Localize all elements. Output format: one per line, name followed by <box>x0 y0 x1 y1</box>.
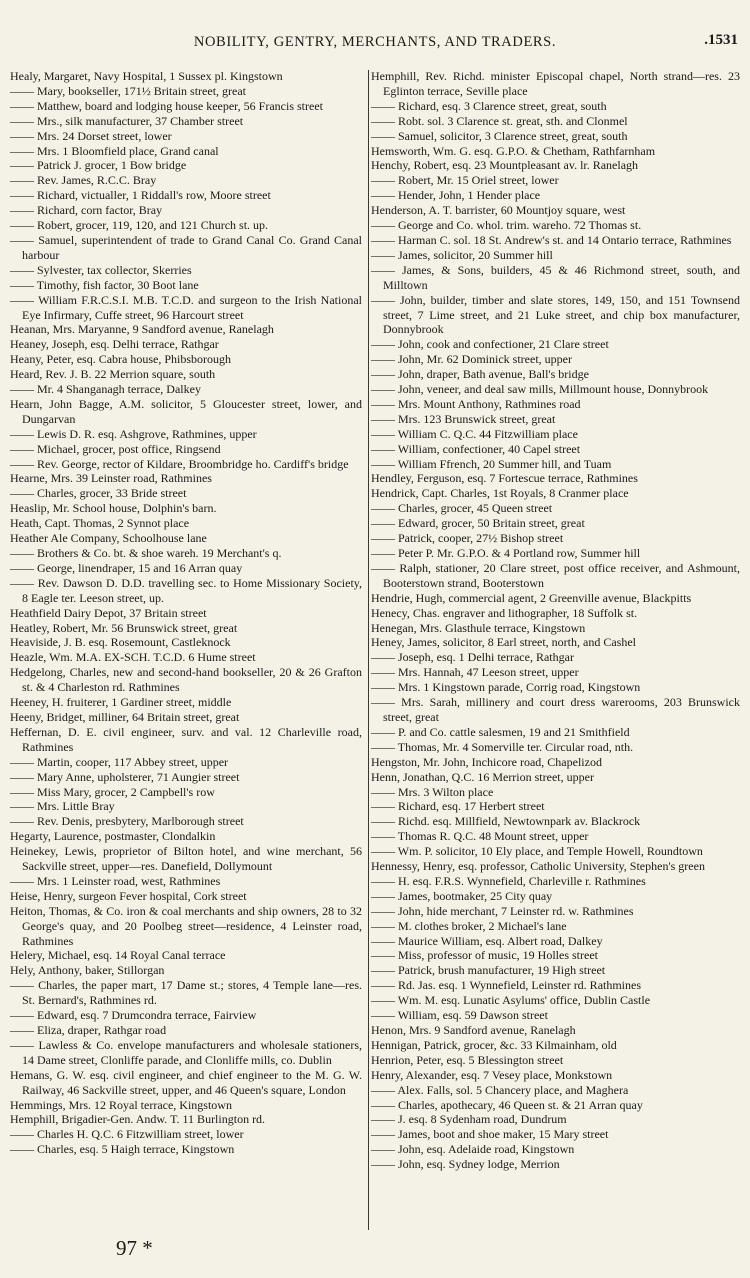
directory-entry: Hemphill, Rev. Richd. minister Episcopal chapel, North strand—res. 23 Eglinton terrace, Seville place <box>371 69 740 98</box>
column-divider <box>368 70 369 1230</box>
directory-entry: —— John, veneer, and deal saw mills, Millmount house, Donnybrook <box>371 382 709 397</box>
directory-entry: —— Robert, grocer, 119, 120, and 121 Church st. up. <box>10 218 269 233</box>
right-column <box>371 69 740 1172</box>
directory-entry: —— Wm. M. esq. Lunatic Asylums' office, Dublin Castle <box>371 993 651 1008</box>
directory-entry: —— Rev. Denis, presbytery, Marlborough street <box>10 814 244 829</box>
directory-entry: —— Mrs. 3 Wilton place <box>371 784 494 799</box>
directory-entry: —— Timothy, fish factor, 30 Boot lane <box>10 277 199 292</box>
directory-entry: —— Patrick J. grocer, 1 Bow bridge <box>10 158 187 173</box>
directory-entry: Heath, Capt. Thomas, 2 Synnot place <box>10 516 190 531</box>
directory-entry: —— Wm. P. solicitor, 10 Ely place, and Temple Howell, Roundtown <box>371 844 703 859</box>
directory-entry: —— James, bootmaker, 25 City quay <box>371 888 553 903</box>
directory-entry: —— Thomas, Mr. 4 Somerville ter. Circular road, nth. <box>371 739 634 754</box>
directory-entry: Henn, Jonathan, Q.C. 16 Merrion street, upper <box>371 769 594 784</box>
directory-entry: —— Patrick, cooper, 27½ Bishop street <box>371 531 564 546</box>
directory-entry: —— Martin, cooper, 117 Abbey street, upper <box>10 754 229 769</box>
directory-entry: —— Miss, professor of music, 19 Holles street <box>371 948 598 963</box>
directory-entry: —— Edward, esq. 7 Drumcondra terrace, Fairview <box>10 1008 257 1023</box>
directory-entry: Heaviside, J. B. esq. Rosemount, Castleknock <box>10 635 231 650</box>
directory-entry: —— Miss Mary, grocer, 2 Campbell's row <box>10 784 215 799</box>
directory-entry: —— Maurice William, esq. Albert road, Dalkey <box>371 933 603 948</box>
directory-entry: Heaslip, Mr. School house, Dolphin's barn. <box>10 501 217 516</box>
signature-mark: 97 * <box>116 1236 153 1260</box>
directory-entry: —— Mary, bookseller, 171½ Britain street, great <box>10 83 247 98</box>
directory-entry: Henegan, Mrs. Glasthule terrace, Kingstown <box>371 620 586 635</box>
directory-entry: —— Eliza, draper, Rathgar road <box>10 1023 167 1037</box>
directory-entry: —— Mrs. Hannah, 47 Leeson street, upper <box>371 665 579 680</box>
directory-entry: Hennigan, Patrick, grocer, &c. 33 Kilmainham, old <box>371 1037 617 1052</box>
directory-entry: —— Patrick, brush manufacturer, 19 High street <box>371 963 606 978</box>
directory-entry: —— Rev. Dawson D. D.D. travelling sec. to Home Missionary Society, 8 Eagle ter. Leeson street, up. <box>10 575 362 605</box>
directory-entry: Hendrie, Hugh, commercial agent, 2 Greenville avenue, Blackpitts <box>371 590 692 605</box>
directory-entry: —— John, builder, timber and slate stores, 149, 150, and 151 Townsend street, 7 Lime street, and 21 Luke street, and chip box manufacturer, Donnybrook <box>371 292 740 337</box>
directory-entry: —— George, linendraper, 15 and 16 Arran quay <box>10 560 243 575</box>
page-header <box>0 28 750 52</box>
directory-entry: —— Samuel, superintendent of trade to Grand Canal Co. Grand Canal harbour <box>10 232 362 262</box>
directory-entry: —— Samuel, solicitor, 3 Clarence street, great, south <box>371 128 628 143</box>
directory-entry: —— William, esq. 59 Dawson street <box>371 1008 548 1023</box>
directory-entry: Hemsworth, Wm. G. esq. G.P.O. & Chetham, Rathfarnham <box>371 143 656 158</box>
directory-entry: —— Richard, victualler, 1 Riddall's row, Moore street <box>10 188 271 203</box>
directory-entry: —— Mrs. Sarah, millinery and court dress warerooms, 203 Brunswick street, great <box>371 695 740 724</box>
directory-entry: Hedgelong, Charles, new and second-hand bookseller, 20 & 26 Grafton st. & 4 Charleston rd. Rathmines <box>10 665 362 695</box>
directory-entry: —— Charles, apothecary, 46 Queen st. & 21 Arran quay <box>371 1097 643 1112</box>
directory-entry: —— Ralph, stationer, 20 Clare street, post office receiver, and Ashmount, Booterstown strand, Booterstown <box>371 560 740 590</box>
directory-entry: —— Robert, Mr. 15 Oriel street, lower <box>371 173 559 188</box>
directory-entry: —— Thomas R. Q.C. 48 Mount street, upper <box>371 829 589 844</box>
directory-entry: Heney, James, solicitor, 8 Earl street, north, and Cashel <box>371 635 637 650</box>
directory-entry: —— Matthew, board and lodging house keeper, 56 Francis street <box>10 98 323 113</box>
directory-entry: —— Mr. 4 Shanganagh terrace, Dalkey <box>10 382 201 397</box>
directory-entry: —— Robt. sol. 3 Clarence st. great, sth. and Clonmel <box>371 113 628 128</box>
directory-entry: —— Mrs. Mount Anthony, Rathmines road <box>371 396 581 411</box>
directory-entry: Heanan, Mrs. Maryanne, 9 Sandford avenue, Ranelagh <box>10 322 274 337</box>
directory-entry: —— John, draper, Bath avenue, Ball's bridge <box>371 367 589 382</box>
directory-entry: —— Peter P. Mr. G.P.O. & 4 Portland row, Summer hill <box>371 546 641 560</box>
directory-entry: —— Rev. George, rector of Kildare, Broombridge ho. Cardiff's bridge <box>10 456 349 471</box>
directory-entry: Hemphill, Brigadier-Gen. Andw. T. 11 Burlington rd. <box>10 1112 266 1127</box>
directory-entry: Healy, Margaret, Navy Hospital, 1 Sussex pl. Kingstown <box>10 69 283 83</box>
directory-entry: —— William C. Q.C. 44 Fitzwilliam place <box>371 426 578 441</box>
directory-entry: Heather Ale Company, Schoolhouse lane <box>10 531 207 546</box>
directory-entry: Hemmings, Mrs. 12 Royal terrace, Kingstown <box>10 1097 232 1112</box>
directory-entry: Hearne, Mrs. 39 Leinster road, Rathmines <box>10 471 212 486</box>
directory-entry: —— Richard, corn factor, Bray <box>10 203 163 218</box>
directory-entry: —— William Ffrench, 20 Summer hill, and Tuam <box>371 456 612 471</box>
directory-entry: Heard, Rev. J. B. 22 Merrion square, south <box>10 367 216 382</box>
directory-entry: —— Mrs. 24 Dorset street, lower <box>10 128 172 143</box>
directory-entry: —— Mrs. Little Bray <box>10 799 115 814</box>
directory-entry: Heathfield Dairy Depot, 37 Britain street <box>10 605 207 620</box>
directory-entry: —— H. esq. F.R.S. Wynnefield, Charleville r. Rathmines <box>371 873 646 888</box>
directory-entry: —— Mary Anne, upholsterer, 71 Aungier street <box>10 769 240 784</box>
directory-entry: —— Alex. Falls, sol. 5 Chancery place, and Maghera <box>371 1082 629 1097</box>
directory-entry: Henderson, A. T. barrister, 60 Mountjoy square, west <box>371 203 626 218</box>
directory-entry: —— Lawless & Co. envelope manufacturers and wholesale stationers, 14 Dame street, Clonliffe parade, and Clonliffe mills, co. Dublin <box>10 1037 362 1067</box>
directory-entry: —— Joseph, esq. 1 Delhi terrace, Rathgar <box>371 650 574 665</box>
directory-entry: —— Mrs. 123 Brunswick street, great <box>371 411 556 426</box>
directory-entry: Heaney, Joseph, esq. Delhi terrace, Rathgar <box>10 337 219 352</box>
directory-entry: Heiton, Thomas, & Co. iron & coal merchants and ship owners, 28 to 32 George's quay, and 20 Poolbeg street—residence, 4 Leinster road, Rathmines <box>10 903 362 948</box>
directory-entry: —— George and Co. whol. trim. wareho. 72 Thomas st. <box>371 218 642 233</box>
directory-entry: —— John, esq. Sydney lodge, Merrion <box>371 1157 560 1172</box>
directory-entry: —— Lewis D. R. esq. Ashgrove, Rathmines, upper <box>10 426 257 441</box>
directory-entry: Heeney, H. fruiterer, 1 Gardiner street, middle <box>10 695 232 710</box>
directory-entry: —— Michael, grocer, post office, Ringsend <box>10 441 221 456</box>
directory-entry: Helery, Michael, esq. 14 Royal Canal terrace <box>10 948 226 963</box>
directory-entry: —— John, hide merchant, 7 Leinster rd. w. Rathmines <box>371 903 634 918</box>
directory-entry: Heffernan, D. E. civil engineer, surv. and val. 12 Charleville road, Rathmines <box>10 724 362 754</box>
directory-entry: Hely, Anthony, baker, Stillorgan <box>10 963 165 978</box>
directory-entry: Hendrick, Capt. Charles, 1st Royals, 8 Cranmer place <box>371 486 629 501</box>
directory-entry: —— Charles H. Q.C. 6 Fitzwilliam street, lower <box>10 1127 244 1142</box>
directory-entry: Heeny, Bridget, milliner, 64 Britain street, great <box>10 709 240 724</box>
directory-entry: Hengston, Mr. John, Inchicore road, Chapelizod <box>371 754 602 769</box>
directory-entry: Heinekey, Lewis, proprietor of Bilton hotel, and wine merchant, 56 Sackville street, upper—res. Danefield, Dollymount <box>10 844 362 874</box>
directory-entry: —— Edward, grocer, 50 Britain street, great <box>371 516 585 531</box>
directory-entry: Henon, Mrs. 9 Sandford avenue, Ranelagh <box>371 1023 576 1037</box>
directory-entry: —— Charles, grocer, 45 Queen street <box>371 501 553 516</box>
directory-entry: —— Sylvester, tax collector, Skerries <box>10 262 192 277</box>
directory-entry: —— James, solicitor, 20 Summer hill <box>371 247 553 262</box>
directory-entry: —— Charles, the paper mart, 17 Dame st.; stores, 4 Temple lane—res. St. Bernard's, Rathmines rd. <box>10 978 362 1008</box>
page-number: .1531 <box>704 32 738 48</box>
directory-entry: Hemans, G. W. esq. civil engineer, and chief engineer to the M. G. W. Railway, 46 Sackville street, upper, and 46 Queen's square, London <box>10 1067 362 1097</box>
directory-entry: —— William, confectioner, 40 Capel street <box>371 441 581 456</box>
directory-entry: —— John, cook and confectioner, 21 Clare street <box>371 337 609 352</box>
directory-entry: Heazle, Wm. M.A. EX-SCH. T.C.D. 6 Hume street <box>10 650 256 665</box>
directory-entry: Henchy, Robert, esq. 23 Mountpleasant av. lr. Ranelagh <box>371 158 639 173</box>
directory-entry: —— Richd. esq. Millfield, Newtownpark av. Blackrock <box>371 814 641 829</box>
directory-entry: Heise, Henry, surgeon Fever hospital, Cork street <box>10 888 247 903</box>
directory-entry: —— Richard, esq. 3 Clarence street, great, south <box>371 98 607 113</box>
directory-entry: —— Hender, John, 1 Hender place <box>371 188 541 203</box>
directory-entry: Hennessy, Henry, esq. professor, Catholic University, Stephen's green <box>371 859 705 874</box>
directory-entry: Henry, Alexander, esq. 7 Vesey place, Monkstown <box>371 1067 613 1082</box>
directory-entry: —— Richard, esq. 17 Herbert street <box>371 799 545 814</box>
directory-entry: Henecy, Chas. engraver and lithographer, 18 Suffolk st. <box>371 605 638 620</box>
directory-entry: —— Mrs. 1 Bloomfield place, Grand canal <box>10 143 219 158</box>
directory-entry: —— James, boot and shoe maker, 15 Mary street <box>371 1127 609 1142</box>
directory-entry: —— Harman C. sol. 18 St. Andrew's st. and 14 Ontario terrace, Rathmines <box>371 232 732 247</box>
directory-entry: —— Mrs. 1 Kingstown parade, Corrig road, Kingstown <box>371 680 641 695</box>
directory-entry: Hegarty, Laurence, postmaster, Clondalkin <box>10 829 216 844</box>
directory-entry: —— Mrs. 1 Leinster road, west, Rathmines <box>10 873 221 888</box>
directory-entry: —— Rd. Jas. esq. 1 Wynnefield, Leinster rd. Rathmines <box>371 978 642 993</box>
page-title: NOBILITY, GENTRY, MERCHANTS, AND TRADERS. <box>193 34 557 50</box>
left-column <box>10 69 362 1157</box>
directory-entry: —— Charles, grocer, 33 Bride street <box>10 486 187 501</box>
directory-entry: —— William F.R.C.S.I. M.B. T.C.D. and surgeon to the Irish National Eye Infirmary, Cuffe street, 96 Harcourt street <box>10 292 362 322</box>
directory-entry: Heany, Peter, esq. Cabra house, Phibsborough <box>10 352 232 367</box>
directory-entry: Hearn, John Bagge, A.M. solicitor, 5 Gloucester street, lower, and Dungarvan <box>10 396 362 426</box>
directory-entry: —— James, & Sons, builders, 45 & 46 Richmond street, south, and Milltown <box>371 262 740 292</box>
directory-entry: —— Brothers & Co. bt. & shoe wareh. 19 Merchant's q. <box>10 546 282 560</box>
directory-entry: —— Mrs., silk manufacturer, 37 Chamber street <box>10 113 244 128</box>
directory-entry: —— Charles, esq. 5 Haigh terrace, Kingstown <box>10 1142 235 1157</box>
directory-entry: —— P. and Co. cattle salesmen, 19 and 21 Smithfield <box>371 724 630 739</box>
directory-entry: —— M. clothes broker, 2 Michael's lane <box>371 918 567 933</box>
directory-entry: —— J. esq. 8 Sydenham road, Dundrum <box>371 1112 567 1127</box>
directory-entry: Heatley, Robert, Mr. 56 Brunswick street, great <box>10 620 238 635</box>
directory-entry: Hendley, Ferguson, esq. 7 Fortescue terrace, Rathmines <box>371 471 638 486</box>
directory-entry: —— John, esq. Adelaide road, Kingstown <box>371 1142 575 1157</box>
directory-entry: —— John, Mr. 62 Dominick street, upper <box>371 352 572 367</box>
directory-entry: Henrion, Peter, esq. 5 Blessington street <box>371 1052 564 1067</box>
directory-entry: —— Rev. James, R.C.C. Bray <box>10 173 157 188</box>
